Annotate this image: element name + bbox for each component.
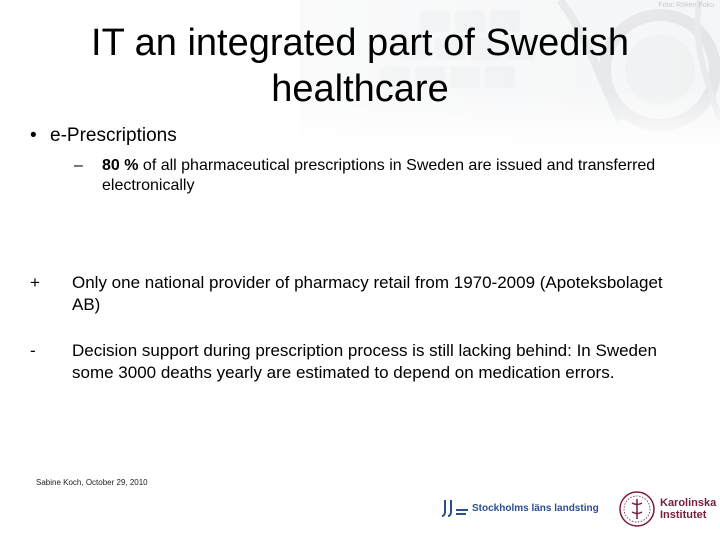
bullet-e-prescriptions: [30, 124, 690, 148]
sub-bullet-rest: of all pharmaceutical prescriptions in Sweden are issued and transferred electronically: [102, 157, 656, 194]
stockholms-lans-landsting-logo: [442, 498, 599, 518]
footer-author-date: Sabine Koch, October 29, 2010: [36, 478, 148, 487]
karolinska-logo-text: [656, 497, 716, 521]
karolinska-line-1: Karolinska: [660, 497, 717, 509]
karolinska-seal-icon: [618, 488, 656, 530]
photo-credit: Foto: Röken Foku: [658, 2, 714, 9]
sll-logo-text: Stockholms läns landsting: [472, 502, 599, 514]
minus-item-text: Decision support during prescription process is still lacking behind: In Sweden some 3000 deaths yearly are estimated to depend on medication errors.: [72, 341, 657, 382]
sll-emblem-icon: [442, 498, 468, 518]
plus-item-text: Only one national provider of pharmacy retail from 1970-2009 (Apoteksbolaget AB): [72, 273, 663, 314]
minus-item: [30, 340, 690, 384]
sub-bullet-statistic: [74, 156, 684, 196]
slide-title: IT an integrated part of Swedish healthcare: [91, 22, 629, 110]
minus-marker: -: [30, 341, 36, 360]
plus-item: [30, 272, 690, 316]
sub-bullet-text: [102, 156, 684, 196]
plus-marker: +: [30, 273, 40, 292]
bullet-text: e-Prescriptions: [50, 125, 177, 146]
sub-bullet-bold: 80 %: [102, 157, 139, 174]
bullet-marker: •: [30, 125, 37, 146]
karolinska-institutet-logo: [618, 488, 716, 530]
karolinska-line-2: Institutet: [660, 509, 707, 521]
sub-bullet-marker: –: [74, 157, 83, 174]
